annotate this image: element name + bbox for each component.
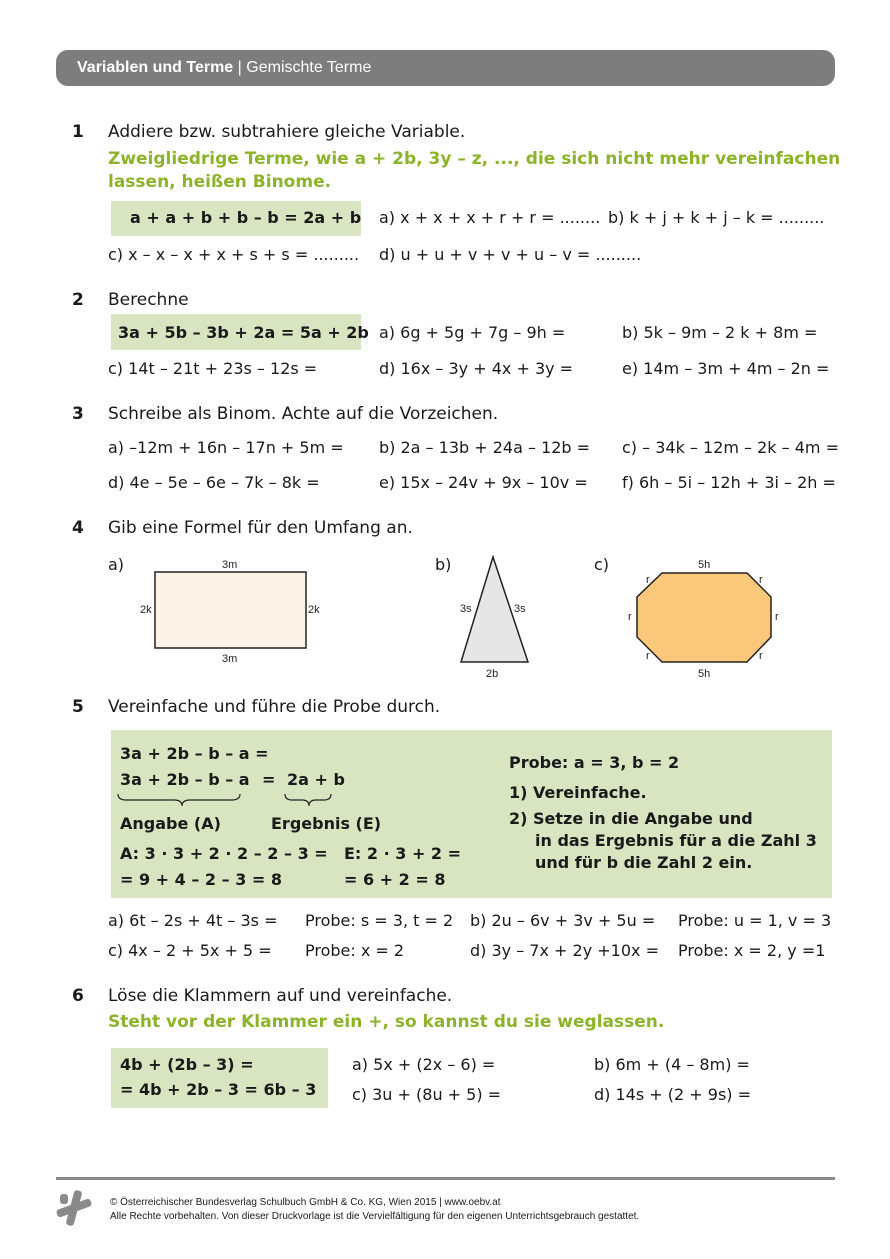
task-item: d) 3y – 7x + 2y +10x = [470, 941, 659, 960]
rect-bottom-label: 3m [222, 653, 238, 665]
rect-top-label: 3m [222, 559, 238, 571]
rect-left-label: 2k [140, 604, 152, 616]
footer-copyright: © Österreichischer Bundesverlag Schulbuch GmbH & Co. KG, Wien 2015 | www.oebv.at [110, 1197, 501, 1208]
ergebnis-calc: E: 2 · 3 + 2 = [344, 844, 462, 863]
footer-rights: Alle Rechte vorbehalten. Von dieser Druckvorlage ist die Vervielfältigung für den eigenen Unterrichtsgebrauch gestattet. [110, 1211, 640, 1222]
task-item: d) 4e – 5e – 6e – 7k – 8k = [108, 473, 320, 492]
task-item: e) 15x – 24v + 9x – 10v = [379, 473, 588, 492]
angabe-calc: A: 3 · 3 + 2 · 2 – 2 – 3 = [120, 844, 328, 863]
task-item: c) 14t – 21t + 23s – 12s = [108, 359, 318, 378]
octagon-top-label: 5h [698, 559, 711, 571]
exercise-note: Steht vor der Klammer ein +, so kannst du sie weglassen. [108, 1012, 665, 1032]
task-item: a) 6g + 5g + 7g – 9h = [379, 323, 566, 342]
figure-label: c) [594, 555, 610, 574]
exercise-title: Gib eine Formel für den Umfang an. [108, 518, 413, 538]
probe-step: 2) Setze in die Angabe und [509, 809, 753, 828]
exercise-title: Addiere bzw. subtrahiere gleiche Variable. [108, 122, 466, 142]
triangle-right-label: 3s [514, 603, 526, 615]
task-item: c) x – x – x + x + s + s = ......... [108, 245, 360, 264]
ergebnis-calc: = 6 + 2 = 8 [344, 870, 446, 889]
brace-decoration [110, 790, 350, 810]
header-title: Variablen und Terme [77, 59, 234, 76]
octagon-side-label: r [628, 611, 632, 623]
example-equals: = [262, 770, 276, 789]
exercise-number: 4 [72, 518, 84, 538]
publisher-logo-icon [56, 1188, 92, 1228]
example-result: 2a + b [287, 770, 345, 789]
task-item: e) 14m – 3m + 4m – 2n = [622, 359, 830, 378]
example-line: 3a + 2b – b – a = [120, 744, 269, 763]
exercise-number: 5 [72, 697, 84, 717]
probe-step: 1) Vereinfache. [509, 783, 647, 802]
octagon-side-label: r [759, 650, 763, 662]
task-probe: Probe: x = 2 [305, 941, 405, 960]
example-text: a + a + b + b – b = 2a + b [130, 208, 362, 227]
triangle-left-label: 3s [460, 603, 472, 615]
probe-step: und für b die Zahl 2 ein. [535, 853, 753, 872]
octagon-side-label: r [759, 574, 763, 586]
exercise-number: 2 [72, 290, 84, 310]
header-subtitle: Gemischte Terme [246, 59, 372, 76]
task-item: c) 4x – 2 + 5x + 5 = [108, 941, 272, 960]
task-item: c) 3u + (8u + 5) = [352, 1085, 502, 1104]
task-item: b) 2a – 13b + 24a – 12b = [379, 438, 591, 457]
exercise-title: Berechne [108, 290, 189, 310]
rect-right-label: 2k [308, 604, 320, 616]
exercise-number: 6 [72, 986, 84, 1006]
exercise-number: 3 [72, 404, 84, 424]
exercise-note: Zweigliedrige Terme, wie a + 2b, 3y – z, ..., die sich nicht mehr vereinfachen [108, 149, 841, 169]
rectangle-shape [155, 572, 306, 648]
task-item: d) 16x – 3y + 4x + 3y = [379, 359, 574, 378]
octagon-side-label: r [646, 574, 650, 586]
example-line: 3a + 2b – b – a [120, 770, 250, 789]
task-item: b) 6m + (4 – 8m) = [594, 1055, 750, 1074]
task-item: a) x + x + x + r + r = ........ [379, 208, 601, 227]
example-line: = 4b + 2b – 3 = 6b – 3 [120, 1080, 317, 1099]
task-probe: Probe: s = 3, t = 2 [305, 911, 454, 930]
exercise-number: 1 [72, 122, 84, 142]
footer-divider [56, 1177, 835, 1180]
task-item: c) – 34k – 12m – 2k – 4m = [622, 438, 839, 457]
task-item: d) u + u + v + v + u – v = ......... [379, 245, 642, 264]
task-item: b) k + j + k + j – k = ......... [608, 208, 825, 227]
task-probe: Probe: u = 1, v = 3 [678, 911, 832, 930]
octagon-side-label: r [646, 650, 650, 662]
exercise-title: Löse die Klammern auf und vereinfache. [108, 986, 453, 1006]
figure-label: b) [435, 555, 452, 574]
exercise-title: Vereinfache und führe die Probe durch. [108, 697, 441, 717]
example-text: 3a + 5b – 3b + 2a = 5a + 2b [118, 323, 369, 342]
task-item: a) 6t – 2s + 4t – 3s = [108, 911, 278, 930]
exercise-title: Schreibe als Binom. Achte auf die Vorzeichen. [108, 404, 499, 424]
task-item: b) 5k – 9m – 2 k + 8m = [622, 323, 818, 342]
example-line: 4b + (2b – 3) = [120, 1055, 254, 1074]
angabe-calc: = 9 + 4 – 2 – 3 = 8 [120, 870, 283, 889]
task-probe: Probe: x = 2, y =1 [678, 941, 826, 960]
ergebnis-label: Ergebnis (E) [271, 814, 382, 833]
exercise-note: lassen, heißen Binome. [108, 172, 332, 192]
octagon-side-label: r [775, 611, 779, 623]
task-item: b) 2u – 6v + 3v + 5u = [470, 911, 656, 930]
octagon-bottom-label: 5h [698, 668, 711, 680]
triangle-base-label: 2b [486, 668, 499, 680]
figure-label: a) [108, 555, 125, 574]
octagon-shape [637, 573, 771, 662]
task-item: f) 6h – 5i – 12h + 3i – 2h = [622, 473, 836, 492]
probe-title: Probe: a = 3, b = 2 [509, 753, 680, 772]
angabe-label: Angabe (A) [120, 814, 221, 833]
task-item: a) –12m + 16n – 17n + 5m = [108, 438, 344, 457]
probe-step: in das Ergebnis für a die Zahl 3 [535, 831, 817, 850]
task-item: d) 14s + (2 + 9s) = [594, 1085, 752, 1104]
header-separator: | [237, 59, 242, 76]
task-item: a) 5x + (2x – 6) = [352, 1055, 496, 1074]
